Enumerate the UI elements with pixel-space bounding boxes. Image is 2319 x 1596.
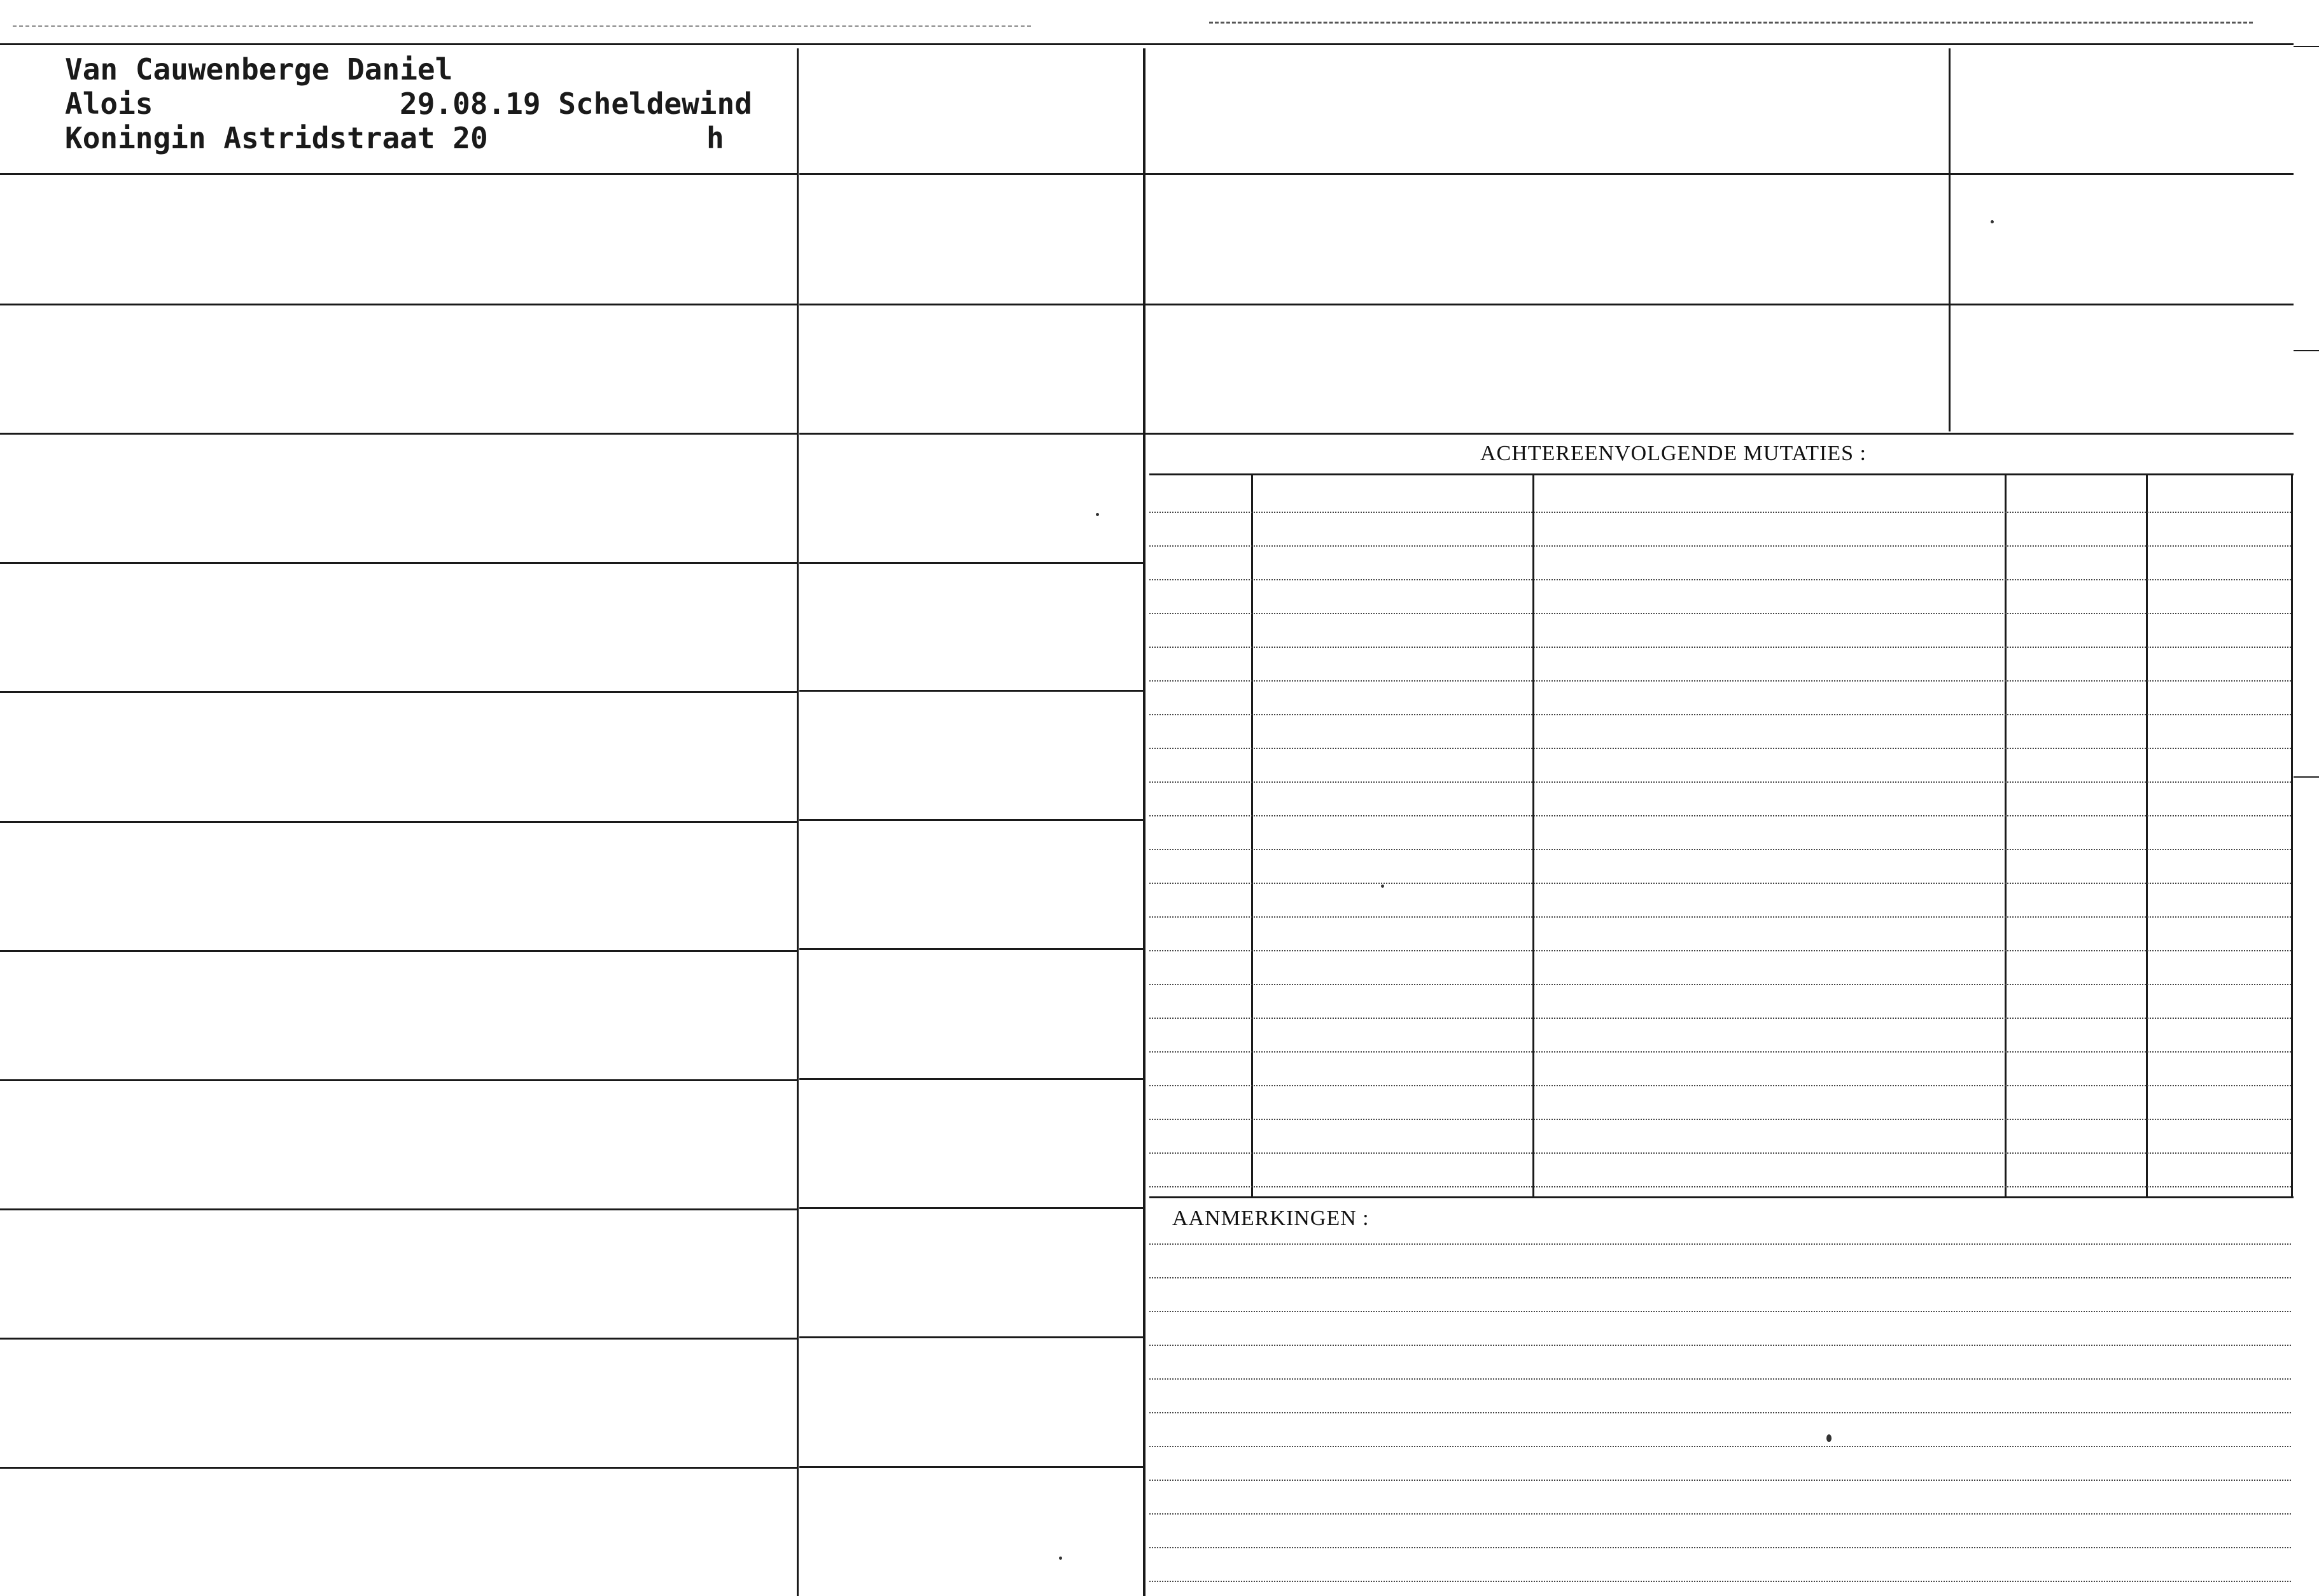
- edge-tick: [2294, 350, 2319, 351]
- mutations-dotted-row: [1149, 916, 2291, 918]
- mutations-dotted-row: [1149, 849, 2291, 850]
- mutations-dotted-row: [1149, 748, 2291, 749]
- middle-row-line: [799, 304, 1143, 305]
- top-edge-smudge: [1209, 22, 2253, 24]
- middle-row-line: [799, 1078, 1143, 1080]
- row-line: [0, 691, 797, 693]
- mutations-dotted-row: [1149, 1085, 2291, 1086]
- remarks-dotted-line: [1149, 1378, 2291, 1380]
- mutations-heading: ACHTEREENVOLGENDE MUTATIES :: [1480, 442, 1867, 465]
- center-divider: [1143, 48, 1145, 1596]
- record-given-name: Alois: [65, 87, 153, 121]
- remarks-dotted-line: [1149, 1412, 2291, 1413]
- remarks-dotted-line: [1149, 1277, 2291, 1278]
- middle-row-line: [799, 690, 1143, 692]
- middle-row-line: [799, 173, 1143, 175]
- mutations-bottom-line: [1149, 1196, 2294, 1198]
- remarks-dotted-line: [1149, 1446, 2291, 1447]
- mutations-dotted-row: [1149, 512, 2291, 513]
- remarks-dotted-line: [1149, 1547, 2291, 1548]
- remarks-dotted-line: [1149, 1345, 2291, 1346]
- top-edge-smudge-left: [13, 25, 1031, 27]
- edge-tick: [2294, 776, 2319, 778]
- mutations-dotted-row: [1149, 883, 2291, 884]
- remarks-dotted-line: [1149, 1480, 2291, 1481]
- row-line: [0, 562, 797, 564]
- scan-speck: [1381, 885, 1384, 888]
- right-row-line: [1145, 304, 2294, 305]
- record-birth-date-place: 29.08.19 Scheldewind: [400, 87, 752, 121]
- remarks-dotted-line: [1149, 1311, 2291, 1312]
- row-line: [0, 1079, 797, 1081]
- row-line: [0, 1208, 797, 1210]
- mutations-dotted-row: [1149, 714, 2291, 715]
- mutations-column-line: [2005, 475, 2007, 1196]
- top-border-line: [0, 43, 2294, 45]
- scan-speck: [1096, 513, 1099, 516]
- record-address-mark: h: [706, 121, 724, 155]
- middle-row-line: [799, 1466, 1143, 1468]
- mutations-dotted-row: [1149, 984, 2291, 985]
- scan-speck: [1991, 220, 1994, 223]
- mutations-dotted-row: [1149, 1119, 2291, 1120]
- row-line: [0, 821, 797, 823]
- row-line: [0, 1338, 797, 1340]
- mutations-dotted-row: [1149, 1186, 2291, 1187]
- remarks-dotted-line: [1149, 1513, 2291, 1515]
- middle-row-line: [799, 562, 1143, 564]
- mutations-header-line: [1149, 473, 2294, 475]
- right-row-line: [1145, 433, 2294, 435]
- row-line: [0, 1467, 797, 1469]
- scan-speck: [1059, 1557, 1062, 1560]
- mutations-dotted-row: [1149, 950, 2291, 951]
- mutations-dotted-row: [1149, 815, 2291, 816]
- mutations-dotted-row: [1149, 647, 2291, 648]
- row-line: [0, 433, 797, 435]
- edge-tick: [2294, 46, 2319, 47]
- middle-row-line: [799, 1207, 1143, 1209]
- mutations-dotted-row: [1149, 545, 2291, 547]
- middle-row-line: [799, 1336, 1143, 1338]
- mutations-dotted-row: [1149, 613, 2291, 614]
- mutations-dotted-row: [1149, 579, 2291, 580]
- scan-speck: [1826, 1434, 1832, 1442]
- mutations-dotted-row: [1149, 781, 2291, 783]
- mutations-dotted-row: [1149, 1018, 2291, 1019]
- right-row-line: [1145, 173, 2294, 175]
- middle-row-line: [799, 819, 1143, 821]
- remarks-dotted-line: [1149, 1581, 2291, 1582]
- right-top-divider: [1949, 48, 1951, 431]
- mutations-dotted-row: [1149, 1152, 2291, 1154]
- mutations-column-line: [1532, 475, 1534, 1196]
- row-line: [0, 950, 797, 952]
- record-name-line: Van Cauwenberge Daniel: [65, 52, 453, 87]
- mutations-column-line: [1251, 475, 1253, 1196]
- mutations-column-line: [2291, 475, 2293, 1196]
- mutations-dotted-row: [1149, 1051, 2291, 1053]
- left-column-divider: [797, 48, 799, 1596]
- remarks-dotted-line: [1149, 1243, 2291, 1245]
- remarks-heading: AANMERKINGEN :: [1172, 1207, 1370, 1230]
- mutations-column-line: [2146, 475, 2148, 1196]
- middle-row-line: [799, 433, 1143, 435]
- middle-row-line: [799, 948, 1143, 950]
- row-line: [0, 304, 797, 305]
- row-line: [0, 173, 797, 175]
- record-address: Koningin Astridstraat 20: [65, 121, 488, 155]
- mutations-dotted-row: [1149, 680, 2291, 682]
